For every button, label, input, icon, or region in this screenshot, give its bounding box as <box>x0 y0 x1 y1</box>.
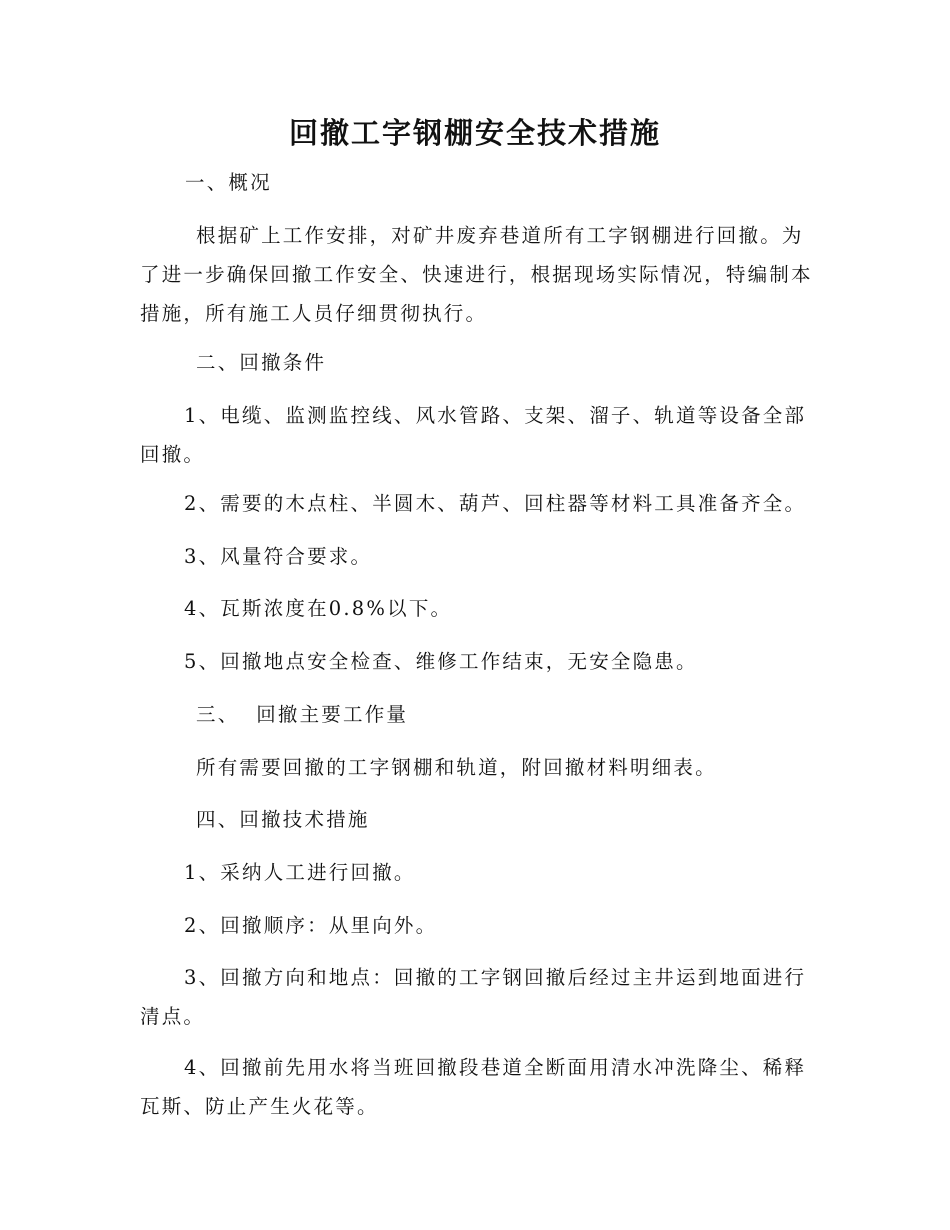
section-4-item-2: 2、回撤顺序：从里向外。 <box>184 914 438 937</box>
section-2-heading: 二、回撤条件 <box>196 351 327 374</box>
section-2-item-5: 5、回撤地点安全检查、维修工作结束，无安全隐患。 <box>184 650 698 673</box>
section-4-item-1: 1、采纳人工进行回撤。 <box>184 861 416 884</box>
section-1-heading: 一、概况 <box>185 171 272 194</box>
section-2-item-1: 1、电缆、监测监控线、风水管路、支架、溜子、轨道等设备全部回撤。 <box>140 404 807 466</box>
section-3-paragraph: 所有需要回撤的工字钢棚和轨道，附回撤材料明细表。 <box>196 756 717 779</box>
section-4-item-4: 4、回撤前先用水将当班回撤段巷道全断面用清水冲洗降尘、稀释瓦斯、防止产生火花等。 <box>140 1056 807 1118</box>
section-2-item-3: 3、风量符合要求。 <box>184 545 373 568</box>
document-title: 回撤工字钢棚安全技术措施 <box>288 116 661 150</box>
section-4-item-3: 3、回撤方向和地点：回撤的工字钢回撤后经过主井运到地面进行清点。 <box>140 966 807 1028</box>
section-2-item-4: 4、瓦斯浓度在0.8%以下。 <box>184 597 453 620</box>
section-3-heading: 三、 回撤主要工作量 <box>196 703 409 726</box>
section-2-item-2: 2、需要的木点柱、半圆木、葫芦、回柱器等材料工具准备齐全。 <box>184 492 807 515</box>
section-4-heading: 四、回撤技术措施 <box>196 808 370 831</box>
section-1-paragraph: 根据矿上工作安排，对矿井废弃巷道所有工字钢棚进行回撤。为了进一步确保回撤工作安全、快速进行，根据现场实际情况，特编制本措施，所有施工人员仔细贯彻执行。 <box>140 224 813 325</box>
